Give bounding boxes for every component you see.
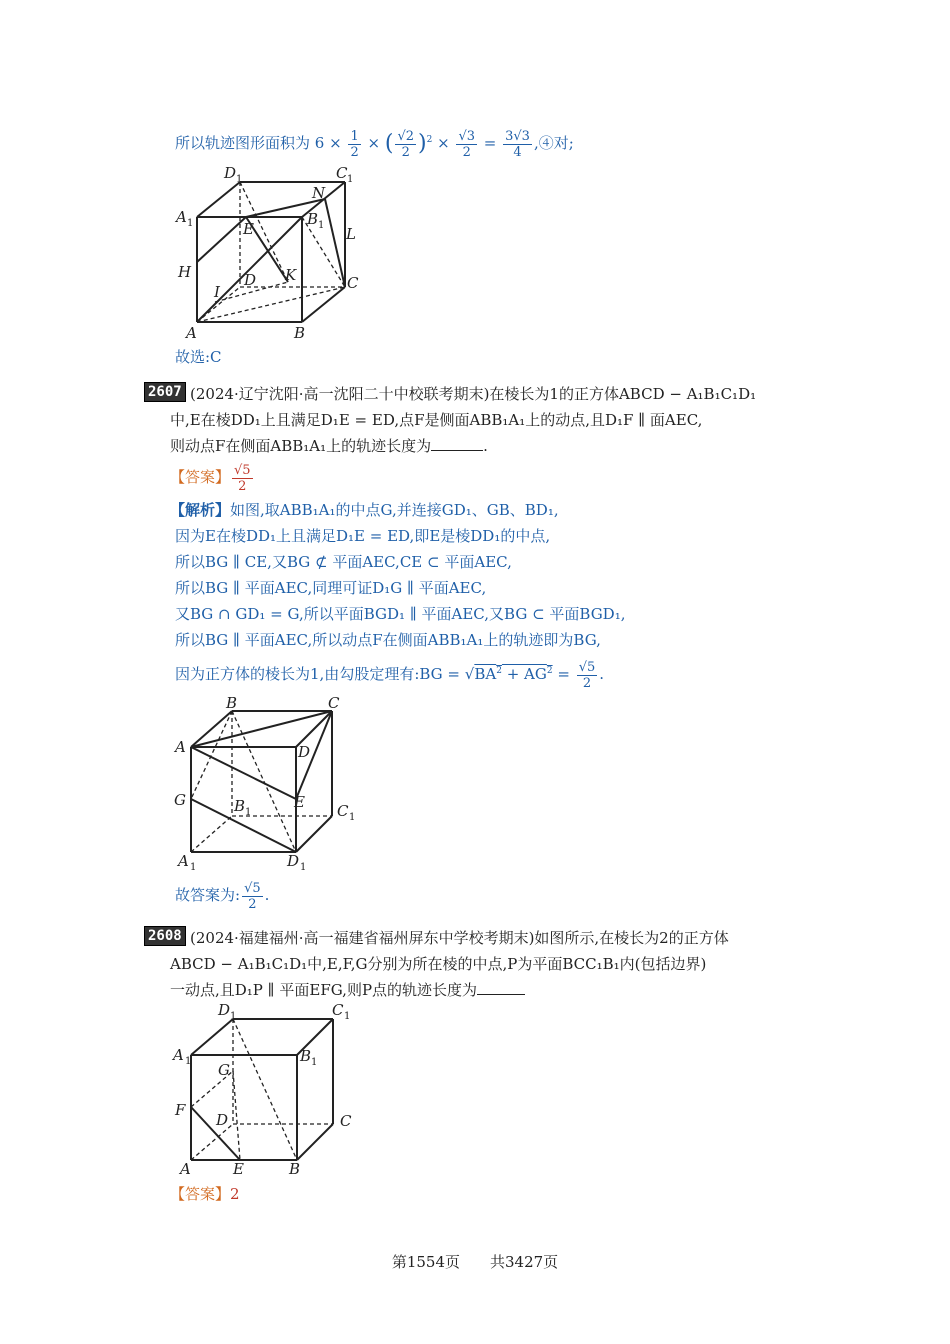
analysis-line-4: 又BG ∩ GD₁ = G,所以平面BGD₁ ∥ 平面AEC,又BG ⊂ 平面BGD₁,: [175, 605, 626, 623]
svg-text:B: B: [307, 210, 319, 228]
p2608-line3-text: 一动点,且D₁P ∥ 平面EFG,则P点的轨迹长度为: [170, 981, 478, 999]
problem-number-2607: 2607: [144, 382, 186, 402]
p2607-answer: [170, 462, 255, 494]
svg-text:C: C: [340, 1112, 352, 1130]
answer-blank-2608: [477, 980, 525, 995]
svg-text:1: 1: [347, 174, 354, 185]
answer-blank: [431, 436, 483, 451]
conclusion-fraction: $\frac{√5}{2}$: [244, 880, 261, 912]
analysis-line-0: [170, 500, 559, 520]
svg-text:I: I: [214, 283, 220, 301]
p2607-conclusion: 故答案为: $\frac{√5}{2}$ .: [175, 880, 270, 912]
svg-text:A: A: [180, 1160, 191, 1178]
analysis-line-3: 所以BG ∥ 平面AEC,同理可证D₁G ∥ 平面AEC,: [175, 579, 487, 597]
svg-text:1: 1: [349, 812, 356, 823]
svg-text:B: B: [226, 694, 238, 712]
answer-label-2608: 【答案】: [170, 1185, 231, 1203]
svg-text:1: 1: [236, 174, 243, 185]
analysis-line-5: 所以BG ∥ 平面AEC,所以动点F在侧面ABB₁A₁上的轨迹即为BG,: [175, 631, 601, 649]
svg-text:F: F: [175, 1101, 186, 1119]
area-line-prefix: 所以轨迹图形面积为: [175, 134, 311, 152]
svg-text:D: D: [298, 743, 311, 761]
svg-text:1: 1: [318, 220, 325, 231]
svg-text:C: C: [332, 1001, 344, 1019]
svg-text:D: D: [244, 271, 257, 289]
svg-text:1: 1: [311, 1057, 318, 1068]
cube-figure-1: [170, 162, 370, 342]
svg-text:A: A: [175, 738, 186, 756]
svg-text:1: 1: [230, 1011, 237, 1022]
svg-text:C: C: [336, 164, 348, 182]
area-line-suffix: ,④对;: [533, 134, 574, 152]
analysis-line-2: 所以BG ∥ CE,又BG ⊄ 平面AEC,CE ⊂ 平面AEC,: [175, 553, 512, 571]
analysis-text-0: 如图,取ABB₁A₁的中点G,并连接GD₁、GB、BD₁,: [230, 501, 559, 519]
analysis-line-6: [175, 656, 604, 691]
svg-text:B: B: [234, 797, 246, 815]
svg-text:B: B: [294, 324, 306, 342]
svg-text:E: E: [294, 793, 305, 811]
answer-fraction: $\frac{√5}{2}$: [234, 462, 251, 494]
svg-text:A: A: [176, 208, 187, 226]
cube-figure-2: [170, 694, 370, 873]
svg-text:1: 1: [300, 862, 307, 873]
svg-text:1: 1: [185, 1056, 192, 1067]
p2607-line3-text: 则动点F在侧面ABB₁A₁上的轨迹长度为: [170, 437, 432, 455]
svg-text:A: A: [173, 1046, 184, 1064]
svg-text:C: C: [347, 274, 359, 292]
svg-text:E: E: [243, 220, 254, 238]
bg-formula: $√BA^2 + AG^2$ = $\frac{√5}{2}$ .: [464, 659, 605, 691]
answer-label: 【答案】: [170, 468, 231, 486]
p2608-line1: (2024·福建福州·高一福建省福州屏东中学校考期末)如图所示,在棱长为2的正方体: [190, 929, 729, 947]
svg-text:1: 1: [187, 218, 194, 229]
area-formula-line: [175, 128, 574, 160]
p2608-answer: [170, 1184, 240, 1204]
svg-text:1: 1: [190, 862, 197, 873]
analysis-line-1: 因为E在棱DD₁上且满足D₁E = ED,即E是棱DD₁的中点,: [175, 527, 551, 545]
svg-text:C: C: [337, 802, 349, 820]
svg-text:D: D: [287, 852, 300, 870]
svg-text:B: B: [289, 1160, 301, 1178]
svg-text:L: L: [346, 225, 356, 243]
p2607-line1: (2024·辽宁沈阳·高一沈阳二十中校联考期末)在棱长为1的正方体ABCD − A₁B₁C₁D₁: [190, 385, 757, 403]
area-formula: 6 × $\frac{1}{2}$ × ( $\frac{√2}{2}$ )$^2$ × $\frac{√3}{2}$ = $\frac{3√3}{4}$: [314, 128, 530, 160]
svg-text:1: 1: [344, 1011, 351, 1022]
svg-text:G: G: [174, 791, 186, 809]
svg-text:D: D: [218, 1001, 231, 1019]
svg-text:K: K: [285, 266, 297, 284]
svg-text:1: 1: [245, 807, 252, 818]
svg-text:N: N: [312, 184, 326, 202]
svg-text:D: D: [216, 1111, 229, 1129]
analysis-label: 【解析】: [170, 501, 231, 519]
svg-text:G: G: [218, 1061, 230, 1079]
choice-line: 故选:C: [175, 348, 222, 366]
p2607-line2: 中,E在棱DD₁上且满足D₁E = ED,点F是侧面ABB₁A₁上的动点,且D₁F ∥ 面AEC,: [170, 411, 703, 429]
svg-text:C: C: [328, 694, 340, 712]
svg-text:A: A: [178, 852, 189, 870]
svg-text:D: D: [224, 164, 237, 182]
svg-text:B: B: [300, 1047, 312, 1065]
svg-text:E: E: [233, 1160, 244, 1178]
p2608-line3: [170, 980, 525, 1000]
p2608-line2: ABCD − A₁B₁C₁D₁中,E,F,G分别为所在棱的中点,P为平面BCC₁B₁内(包括边界): [170, 955, 707, 973]
p2607-line3: 则动点F在侧面ABB₁A₁上的轨迹长度为 .: [170, 437, 488, 455]
conclusion-text: 故答案为:: [175, 886, 241, 904]
page-footer: 第1554页 共3427页: [391, 1253, 559, 1271]
svg-text:H: H: [178, 263, 192, 281]
problem-number-2608: 2608: [144, 926, 186, 946]
answer-value-2608: 2: [230, 1185, 240, 1203]
svg-text:A: A: [186, 324, 197, 342]
analysis-text-6: 因为正方体的棱长为1,由勾股定理有:BG =: [175, 665, 460, 683]
cube-figure-3: [170, 998, 370, 1178]
